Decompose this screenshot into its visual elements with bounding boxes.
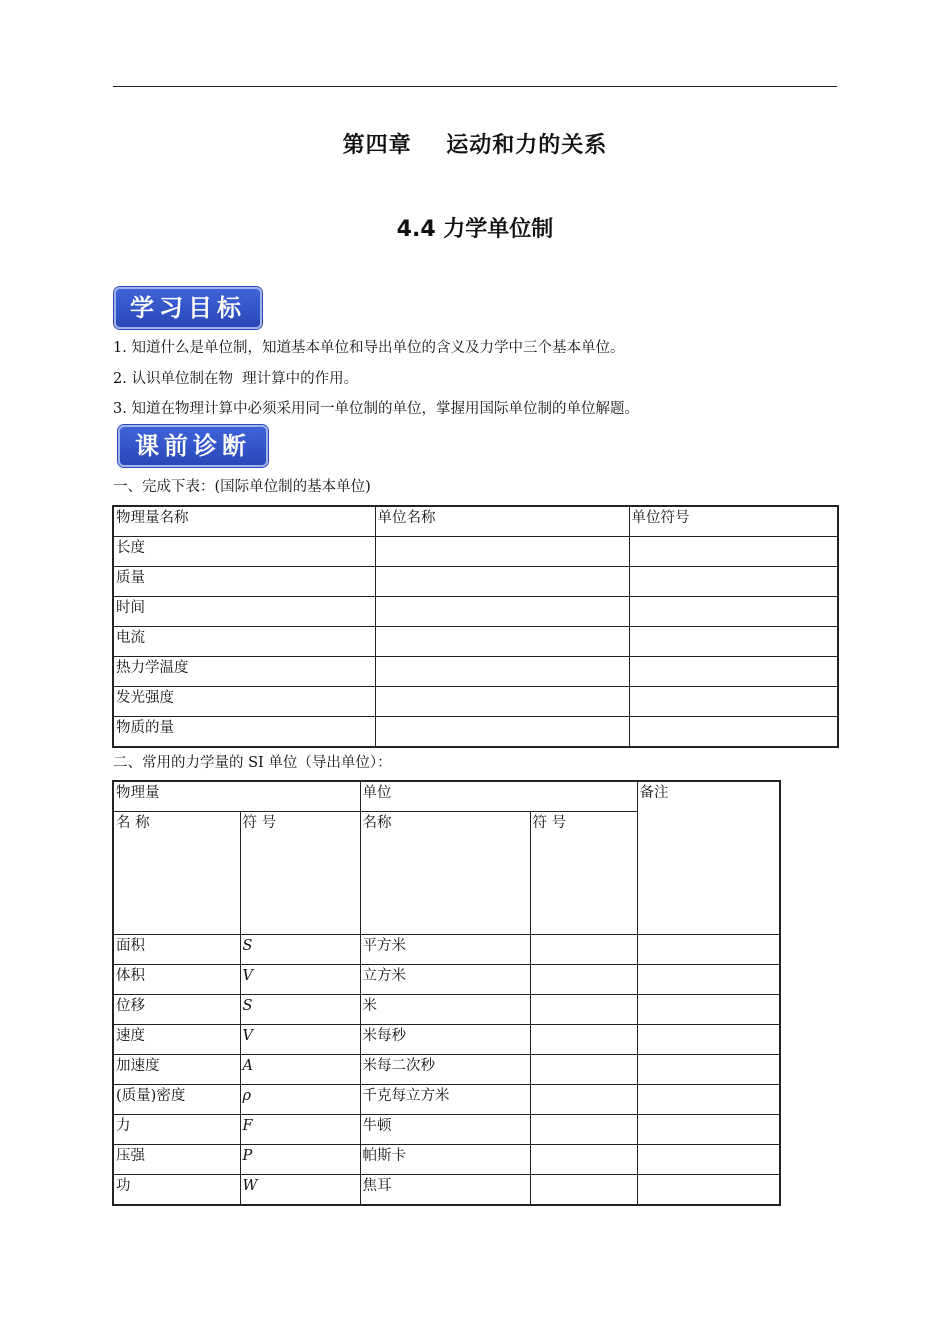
unit-name-cell [375,717,629,748]
quantity-cell: 压强 [113,1145,240,1175]
table-row [113,1175,780,1206]
symbol-cell: W [240,1175,360,1206]
remark-cell [637,965,780,995]
symbol-cell: V [240,1025,360,1055]
unit-symbol-cell [629,717,838,748]
remark-cell [637,995,780,1025]
unit-name-cell [375,537,629,567]
unit-name-cell [375,687,629,717]
table-row [113,995,780,1025]
header-cell: 符 号 [240,812,360,935]
symbol-cell: S [240,995,360,1025]
unit-name-cell: 千克每立方米 [360,1085,530,1115]
unit-name-cell: 焦耳 [360,1175,530,1206]
objective-item: 2. 认识单位制在物 理计算中的作用。 [113,371,359,387]
diagnosis-badge: 课前诊断 [118,425,268,467]
unit-symbol-cell [530,1025,637,1055]
table-group-header-row [113,781,780,812]
unit-name-cell: 平方米 [360,935,530,965]
remark-cell [637,935,780,965]
unit-symbol-cell [530,1055,637,1085]
quantity-cell: 力 [113,1115,240,1145]
header-cell: 符 号 [530,812,637,935]
table-row [113,1115,780,1145]
table-row [113,935,780,965]
quantity-cell: 面积 [113,935,240,965]
unit-name-cell: 米 [360,995,530,1025]
unit-name-cell [375,627,629,657]
quantity-cell: 长度 [113,537,375,567]
unit-name-cell: 米每二次秒 [360,1055,530,1085]
remark-cell [637,1175,780,1206]
unit-symbol-cell [530,1175,637,1206]
quantity-cell: 体积 [113,965,240,995]
table-row [113,537,838,567]
unit-name-cell: 牛顿 [360,1115,530,1145]
table-row [113,1055,780,1085]
unit-symbol-cell [629,627,838,657]
quantity-cell: 位移 [113,995,240,1025]
remark-cell [637,1025,780,1055]
unit-name-cell [375,567,629,597]
unit-name-cell: 帕斯卡 [360,1145,530,1175]
unit-name-cell: 立方米 [360,965,530,995]
header-cell: 名称 [360,812,530,935]
unit-symbol-cell [530,1145,637,1175]
symbol-cell: P [240,1145,360,1175]
quantity-cell: 质量 [113,567,375,597]
objectives-badge: 学习目标 [114,287,262,329]
unit-symbol-cell [530,935,637,965]
objective-item: 1. 知道什么是单位制，知道基本单位和导出单位的含义及力学中三个基本单位。 [113,340,625,356]
header-cell: 物理量名称 [113,506,375,537]
unit-symbol-cell [629,567,838,597]
chapter-title: 第四章 运动和力的关系 [342,133,608,158]
table-row [113,687,838,717]
table-row [113,1025,780,1055]
table-row [113,1085,780,1115]
unit-symbol-cell [629,657,838,687]
symbol-cell: ρ [240,1085,360,1115]
quantity-cell: 速度 [113,1025,240,1055]
table-header-row [113,506,838,537]
table-row [113,1145,780,1175]
unit-symbol-cell [530,995,637,1025]
remark-cell [637,1145,780,1175]
table-row [113,627,838,657]
quantity-cell: (质量)密度 [113,1085,240,1115]
header-cell: 备注 [637,781,780,935]
header-cell: 物理量 [113,781,360,812]
quantity-cell: 电流 [113,627,375,657]
table-row [113,965,780,995]
table-row [113,567,838,597]
unit-name-cell: 米每秒 [360,1025,530,1055]
header-cell: 单位名称 [375,506,629,537]
symbol-cell: F [240,1115,360,1145]
table-row [113,657,838,687]
quantity-cell: 加速度 [113,1055,240,1085]
table-row [113,717,838,748]
unit-symbol-cell [530,1115,637,1145]
symbol-cell: A [240,1055,360,1085]
derived-units-table [112,780,781,1206]
objective-item: 3. 知道在物理计算中必须采用同一单位制的单位，掌握用国际单位制的单位解题。 [113,401,639,417]
symbol-cell: V [240,965,360,995]
unit-symbol-cell [629,687,838,717]
remark-cell [637,1115,780,1145]
quantity-cell: 发光强度 [113,687,375,717]
header-cell: 名 称 [113,812,240,935]
unit-symbol-cell [629,537,838,567]
unit-symbol-cell [530,965,637,995]
symbol-cell: S [240,935,360,965]
remark-cell [637,1085,780,1115]
table1-caption: 一、完成下表：(国际单位制的基本单位) [113,479,371,495]
unit-symbol-cell [530,1085,637,1115]
header-cell: 单位 [360,781,637,812]
quantity-cell: 物质的量 [113,717,375,748]
quantity-cell: 热力学温度 [113,657,375,687]
quantity-cell: 功 [113,1175,240,1206]
section-title: 4.4 力学单位制 [396,217,554,242]
unit-name-cell [375,597,629,627]
remark-cell [637,1055,780,1085]
header-cell: 单位符号 [629,506,838,537]
header-rule [113,86,837,87]
table2-caption: 二、常用的力学量的 SI 单位（导出单位）： [113,755,392,771]
table-row [113,597,838,627]
unit-symbol-cell [629,597,838,627]
quantity-cell: 时间 [113,597,375,627]
base-units-table [112,505,839,748]
unit-name-cell [375,657,629,687]
